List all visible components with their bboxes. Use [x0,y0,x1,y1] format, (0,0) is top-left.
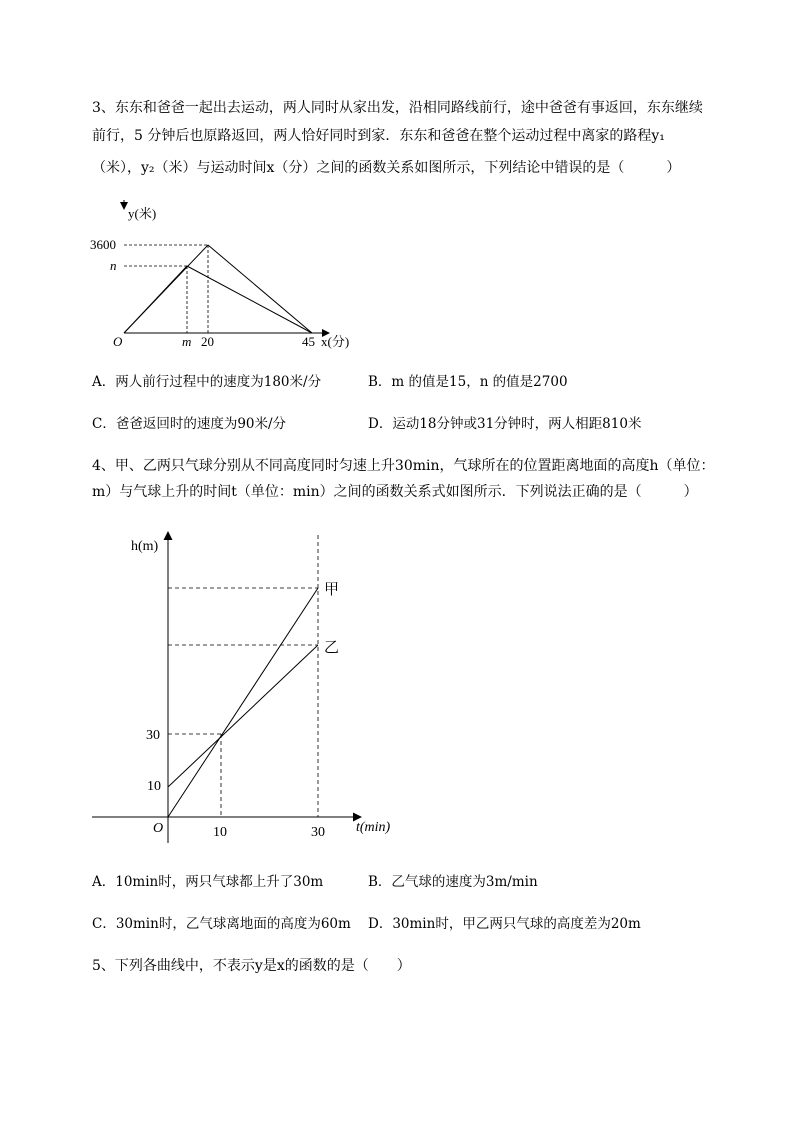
q3-stem-line2: 前行，5 分钟后也原路返回，两人恰好同时到家．东东和爸爸在整个运动过程中离家的路程y₁ [92,128,665,144]
q3-option-a: A．两人前行过程中的速度为180米/分 [92,374,322,390]
q4-label-jia: 甲 [324,582,340,598]
q3-y2-fall [187,266,312,333]
q4-stem-line2: m）与气球上升的时间t（单位：min）之间的函数关系式如图所示．下列说法正确的是（ ） [92,484,698,500]
q5-stem-line1: 5、下列各曲线中，不表示y是x的函数的是（ ） [92,958,411,974]
q3-stem-line3: （米），y₂（米）与运动时间x（分）之间的函数关系如图所示，下列结论中错误的是（ ） [92,160,681,176]
q3-tick-3600: 3600 [90,237,116,252]
q3-tick-n: n [110,258,117,273]
q3-y-label: y(米) [128,206,157,221]
q4-label-yi: 乙 [324,640,340,656]
q3-stem-line1: 3、东东和爸爸一起出去运动，两人同时从家出发，沿相同路线前行，途中爸爸有事返回，东东继续 [92,100,703,116]
q4-line-jia [168,588,318,817]
q3-tick-m: m [182,334,192,349]
q4-option-d: D．30min时，甲乙两只气球的高度差为20m [368,916,641,932]
q4-y-label: h(m) [131,539,159,554]
q4-xtick-10: 10 [213,825,227,840]
q4-x-label: t(min) [356,820,391,835]
q4-stem-line1: 4、甲、乙两只气球分别从不同高度同时匀速上升30min，气球所在的位置距离地面的高度h（单位： [92,458,715,474]
q4-xtick-30: 30 [311,825,325,840]
q3-x-label: x(分) [321,334,350,349]
q4-option-b: B．乙气球的速度为3m/min [368,874,538,890]
q3-tick-20: 20 [201,334,214,349]
q3-option-c: C．爸爸返回时的速度为90米/分 [92,416,287,432]
q4-option-a: A．10min时，两只气球都上升了30m [92,874,324,890]
q3-y2-rise [124,266,187,333]
q4-option-c: C．30min时，乙气球离地面的高度为60m [92,916,351,932]
q3-graph [90,200,370,360]
q4-tick-30: 30 [146,728,160,743]
q3-option-b: B．m 的值是15，n 的值是2700 [368,374,568,390]
q3-tick-45: 45 [302,334,315,349]
q3-option-d: D．运动18分钟或31分钟时，两人相距810米 [368,416,642,432]
q4-graph [90,525,410,845]
q4-line-yi [168,645,318,787]
q3-origin: O [113,334,123,349]
q4-tick-10: 10 [147,779,161,794]
q3-y1-fall [208,245,312,333]
q4-origin: O [153,821,164,836]
